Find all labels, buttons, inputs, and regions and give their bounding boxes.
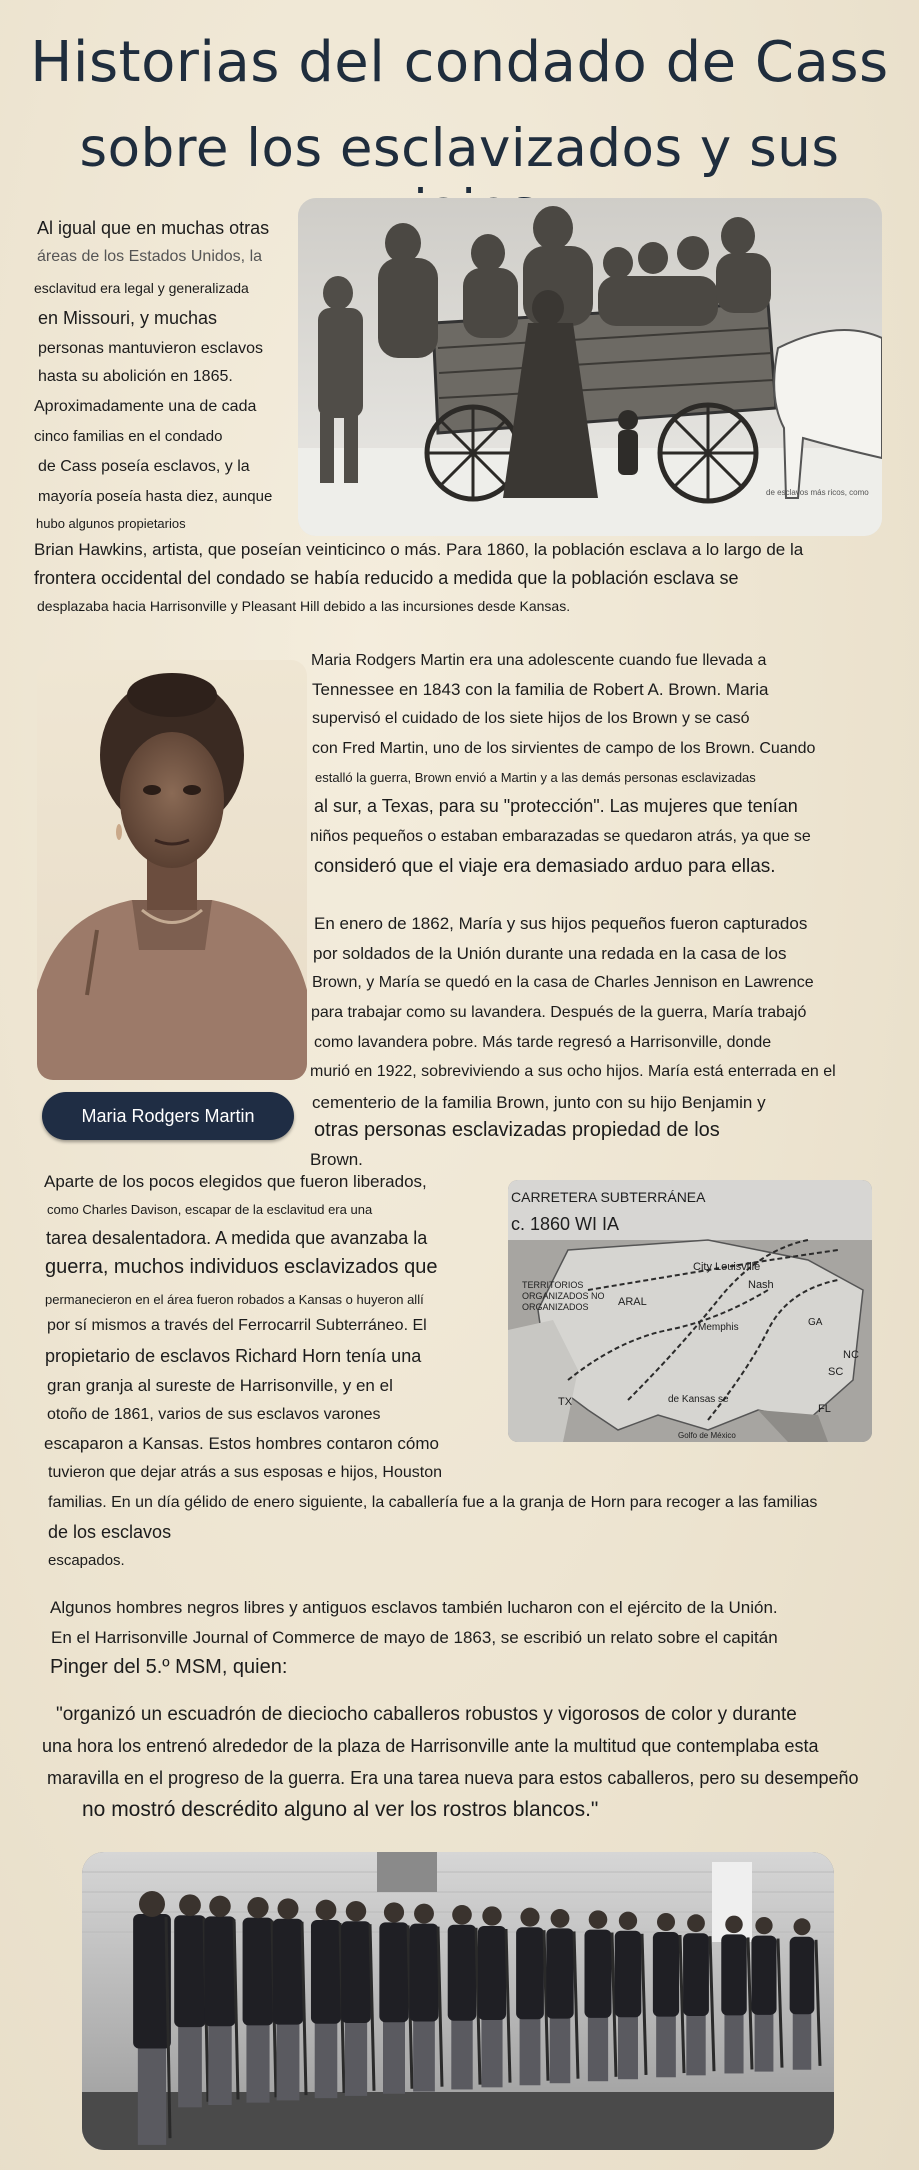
maria-line: por soldados de la Unión durante una redada en la casa de los <box>313 944 787 963</box>
soldiers-line: Pinger del 5.º MSM, quien: <box>50 1656 288 1678</box>
map-label: GA <box>808 1317 823 1328</box>
intro-line: de Cass poseía esclavos, y la <box>38 458 250 475</box>
escape-line: permanecieron en el área fueron robados a Kansas o huyeron allí <box>45 1292 424 1307</box>
map-label: ORGANIZADOS <box>522 1302 589 1312</box>
escape-line: escapados. <box>48 1552 125 1569</box>
map-label: ORGANIZADOS NO <box>522 1291 605 1301</box>
map-label: ARAL <box>618 1296 647 1308</box>
quote-line: no mostró descrédito alguno al ver los rostros blancos." <box>82 1798 599 1821</box>
intro-line: Al igual que en muchas otras <box>37 218 270 238</box>
map-label: Nash <box>748 1279 774 1291</box>
map-subtitle: c. 1860 WI IA <box>511 1214 620 1234</box>
quote-line: una hora los entrenó alrededor de la plaza de Harrisonville ante la multitud que contemplaba esta <box>42 1736 819 1756</box>
page-title-line-1: Historias del condado de Cass <box>30 30 889 95</box>
escape-line: gran granja al sureste de Harrisonville, y en el <box>47 1376 393 1395</box>
wagon-image-caption: de esclavos más ricos, como <box>766 488 869 497</box>
map-label: Memphis <box>698 1322 739 1333</box>
escape-line: Aparte de los pocos elegidos que fueron liberados, <box>44 1172 427 1191</box>
underground-railroad-map <box>508 1180 872 1442</box>
map-label: FL <box>818 1403 831 1415</box>
intro-line: frontera occidental del condado se había reducido a medida que la población esclava se <box>34 568 739 588</box>
maria-line: Maria Rodgers Martin era una adolescente cuando fue llevada a <box>311 652 767 669</box>
intro-line: en Missouri, y muchas <box>38 308 218 328</box>
maria-line: cementerio de la familia Brown, junto con su hijo Benjamin y <box>312 1093 766 1112</box>
map-label: Golfo de México <box>678 1431 736 1440</box>
escape-line: otoño de 1861, varios de sus esclavos varones <box>47 1406 381 1423</box>
maria-line: supervisó el cuidado de los siete hijos de los Brown y se casó <box>312 710 750 727</box>
maria-line: para trabajar como su lavandera. Después de la guerra, María trabajó <box>311 1004 807 1021</box>
maria-line: murió en 1922, sobreviviendo a sus ocho hijos. María está enterrada en el <box>310 1063 836 1080</box>
soldiers-photo <box>82 1852 834 2150</box>
escape-line: guerra, muchos individuos esclavizados que <box>45 1256 438 1278</box>
escape-line: por sí mismos a través del Ferrocarril Subterráneo. El <box>47 1317 427 1334</box>
intro-line: Brian Hawkins, artista, que poseían veinticinco o más. Para 1860, la población esclava a lo largo de la <box>34 540 804 559</box>
escape-line: como Charles Davison, escapar de la esclavitud era una <box>47 1202 373 1217</box>
map-label: City Louisville <box>693 1261 761 1273</box>
intro-line: hubo algunos propietarios <box>36 516 186 531</box>
maria-line: con Fred Martin, uno de los sirvientes de campo de los Brown. Cuando <box>312 740 816 757</box>
maria-line: Tennessee en 1843 con la familia de Robert A. Brown. Maria <box>312 680 769 699</box>
quote-line: maravilla en el progreso de la guerra. Era una tarea nueva para estos caballeros, pero su desempeño <box>47 1768 859 1788</box>
map-label: NC <box>843 1349 859 1361</box>
map-label: SC <box>828 1366 844 1378</box>
intro-line: esclavitud era legal y generalizada <box>34 280 249 296</box>
page-title-line-2: sobre los esclavizados y sus <box>79 118 840 179</box>
map-label: TERRITORIOS <box>522 1280 584 1290</box>
quote-line: "organizó un escuadrón de dieciocho caballeros robustos y vigorosos de color y durante <box>56 1704 797 1725</box>
maria-line: consideró que el viaje era demasiado arduo para ellas. <box>314 856 776 877</box>
intro-line: personas mantuvieron esclavos <box>38 340 264 357</box>
intro-line: desplazaba hacia Harrisonville y Pleasant Hill debido a las incursiones desde Kansas. <box>37 598 571 614</box>
map-title: CARRETERA SUBTERRÁNEA <box>511 1189 706 1205</box>
wagon-sketch <box>298 198 882 536</box>
maria-line: niños pequeños o estaban embarazadas se quedaron atrás, ya que se <box>310 828 811 845</box>
maria-line: como lavandera pobre. Más tarde regresó a Harrisonville, donde <box>314 1034 772 1051</box>
intro-line: áreas de los Estados Unidos, la <box>37 248 263 265</box>
maria-line: estalló la guerra, Brown envió a Martin y a las demás personas esclavizadas <box>315 770 756 785</box>
escape-line: escaparon a Kansas. Estos hombres contaron cómo <box>44 1434 439 1453</box>
maria-line: otras personas esclavizadas propiedad de los <box>314 1119 720 1141</box>
escape-line: tuvieron que dejar atrás a sus esposas e hijos, Houston <box>48 1464 443 1481</box>
soldiers-line: Algunos hombres negros libres y antiguos esclavos también lucharon con el ejército de la Unión. <box>50 1598 778 1617</box>
maria-line: En enero de 1862, María y sus hijos pequeños fueron capturados <box>314 914 808 933</box>
escape-line: familias. En un día gélido de enero siguiente, la caballería fue a la granja de Horn para recoger a las familias <box>48 1494 818 1511</box>
escape-line: propietario de esclavos Richard Horn tenía una <box>45 1346 422 1366</box>
maria-caption-pill: Maria Rodgers Martin <box>42 1092 294 1140</box>
maria-line: Brown. <box>310 1150 363 1169</box>
escape-line: de los esclavos <box>48 1522 172 1542</box>
intro-line: mayoría poseía hasta diez, aunque <box>38 488 273 505</box>
maria-portrait <box>37 660 307 1080</box>
soldier-figure <box>133 1891 171 2145</box>
intro-line: Aproximadamente una de cada <box>34 398 257 415</box>
intro-line: cinco familias en el condado <box>34 428 223 445</box>
maria-line: al sur, a Texas, para su "protección". Las mujeres que tenían <box>314 796 798 816</box>
wagon-illustration <box>298 198 882 536</box>
map-label: de Kansas se <box>668 1394 729 1405</box>
escape-line: tarea desalentadora. A medida que avanzaba la <box>46 1228 428 1248</box>
map-label: TX <box>558 1396 573 1408</box>
soldiers-line: En el Harrisonville Journal of Commerce de mayo de 1863, se escribió un relato sobre el capitán <box>51 1628 778 1647</box>
intro-line: hasta su abolición en 1865. <box>38 368 233 385</box>
maria-line: Brown, y María se quedó en la casa de Charles Jennison en Lawrence <box>312 974 814 991</box>
